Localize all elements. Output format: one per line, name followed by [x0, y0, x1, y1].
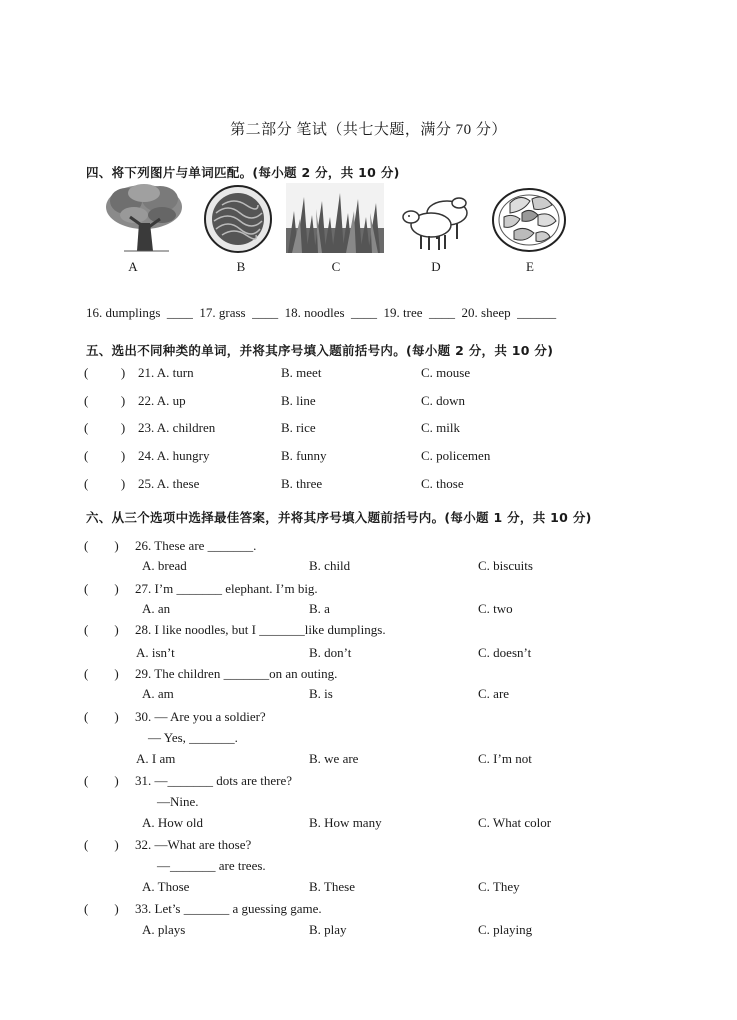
option-b: B. line — [281, 393, 316, 408]
question-text: 33. Let’s _______ a guessing game. — [135, 901, 322, 916]
option-a: A. How old — [142, 815, 204, 830]
match-questions: 16. dumplings ____ 17. grass ____ 18. noodles ____ 19. tree ____ 20. sheep ______ — [86, 305, 557, 320]
option-c: C. I’m not — [478, 751, 532, 766]
question-stem: 22. A. up — [138, 393, 186, 408]
question-text: 27. I’m _______ elephant. I’m big. — [135, 581, 318, 596]
option-b: B. How many — [309, 815, 382, 830]
answer-bracket[interactable]: ( ) — [84, 365, 126, 380]
answer-bracket[interactable]: ( ) — [84, 538, 119, 553]
option-a: A. plays — [142, 922, 186, 937]
option-b: B. three — [281, 476, 323, 491]
question-text: 32. —What are those? — [135, 837, 252, 852]
option-b: B. don’t — [309, 645, 352, 660]
section6-heading: 六、从三个选项中选择最佳答案，并将其序号填入题前括号内。(每小题 1 分，共 10 分) — [86, 510, 592, 525]
option-a: A. I am — [136, 751, 176, 766]
option-c: C. biscuits — [478, 558, 533, 573]
answer-bracket[interactable]: ( ) — [84, 837, 119, 852]
picture-label-d: D — [431, 259, 441, 274]
option-c: C. two — [478, 601, 513, 616]
answer-bracket[interactable]: ( ) — [84, 393, 126, 408]
answer-bracket[interactable]: ( ) — [84, 581, 119, 596]
option-c: C. are — [478, 686, 510, 701]
question-text: 29. The children _______on an outing. — [135, 666, 338, 681]
option-c: C. those — [421, 476, 464, 491]
answer-bracket[interactable]: ( ) — [84, 448, 126, 463]
option-c: C. policemen — [421, 448, 491, 463]
grass-picture — [286, 183, 384, 253]
question-stem: 24. A. hungry — [138, 448, 210, 463]
picture-label-a: A — [128, 259, 138, 274]
answer-bracket[interactable]: ( ) — [84, 773, 119, 788]
answer-bracket[interactable]: ( ) — [84, 476, 126, 491]
answer-bracket[interactable]: ( ) — [84, 622, 119, 637]
section4-heading: 四、将下列图片与单词匹配。(每小题 2 分，共 10 分) — [86, 165, 400, 180]
option-a: A. isn’t — [136, 645, 175, 660]
answer-bracket[interactable]: ( ) — [84, 709, 119, 724]
option-a: A. bread — [142, 558, 187, 573]
option-b: B. play — [309, 922, 347, 937]
section5-heading: 五、选出不同种类的单词，并将其序号填入题前括号内。(每小题 2 分，共 10 分) — [86, 343, 554, 358]
question-stem: 25. A. these — [138, 476, 200, 491]
option-b: B. we are — [309, 751, 359, 766]
option-b: B. funny — [281, 448, 327, 463]
answer-bracket[interactable]: ( ) — [84, 666, 119, 681]
picture-label-c: C — [331, 259, 341, 274]
answer-bracket[interactable]: ( ) — [84, 901, 119, 916]
option-c: C. mouse — [421, 365, 471, 380]
option-c: C. doesn’t — [478, 645, 532, 660]
option-b: B. rice — [281, 420, 316, 435]
question-text: 26. These are _______. — [135, 538, 257, 553]
option-b: B. child — [309, 558, 351, 573]
option-c: C. milk — [421, 420, 461, 435]
question-response: —_______ are trees. — [157, 858, 266, 873]
question-text: 30. — Are you a soldier? — [135, 709, 266, 724]
question-stem: 23. A. children — [138, 420, 216, 435]
option-a: A. an — [142, 601, 171, 616]
option-b: B. is — [309, 686, 333, 701]
sheep-picture — [397, 183, 473, 253]
question-response: —Nine. — [157, 794, 199, 809]
option-c: C. They — [478, 879, 520, 894]
option-c: C. down — [421, 393, 466, 408]
option-a: A. am — [142, 686, 174, 701]
question-response: — Yes, _______. — [148, 730, 238, 745]
option-a: A. Those — [142, 879, 190, 894]
tree-picture — [104, 183, 184, 253]
picture-label-e: E — [526, 259, 534, 274]
option-b: B. a — [309, 601, 330, 616]
dumplings-picture — [490, 183, 568, 253]
option-b: B. These — [309, 879, 355, 894]
picture-label-b: B — [236, 259, 246, 274]
option-c: C. What color — [478, 815, 552, 830]
option-b: B. meet — [281, 365, 322, 380]
question-stem: 21. A. turn — [138, 365, 194, 380]
answer-bracket[interactable]: ( ) — [84, 420, 126, 435]
noodles-picture — [200, 183, 276, 253]
page-title: 第二部分 笔试（共七大题，满分 70 分） — [230, 122, 507, 138]
option-c: C. playing — [478, 922, 533, 937]
question-text: 31. —_______ dots are there? — [135, 773, 293, 788]
question-text: 28. I like noodles, but I _______like dumplings. — [135, 622, 386, 637]
